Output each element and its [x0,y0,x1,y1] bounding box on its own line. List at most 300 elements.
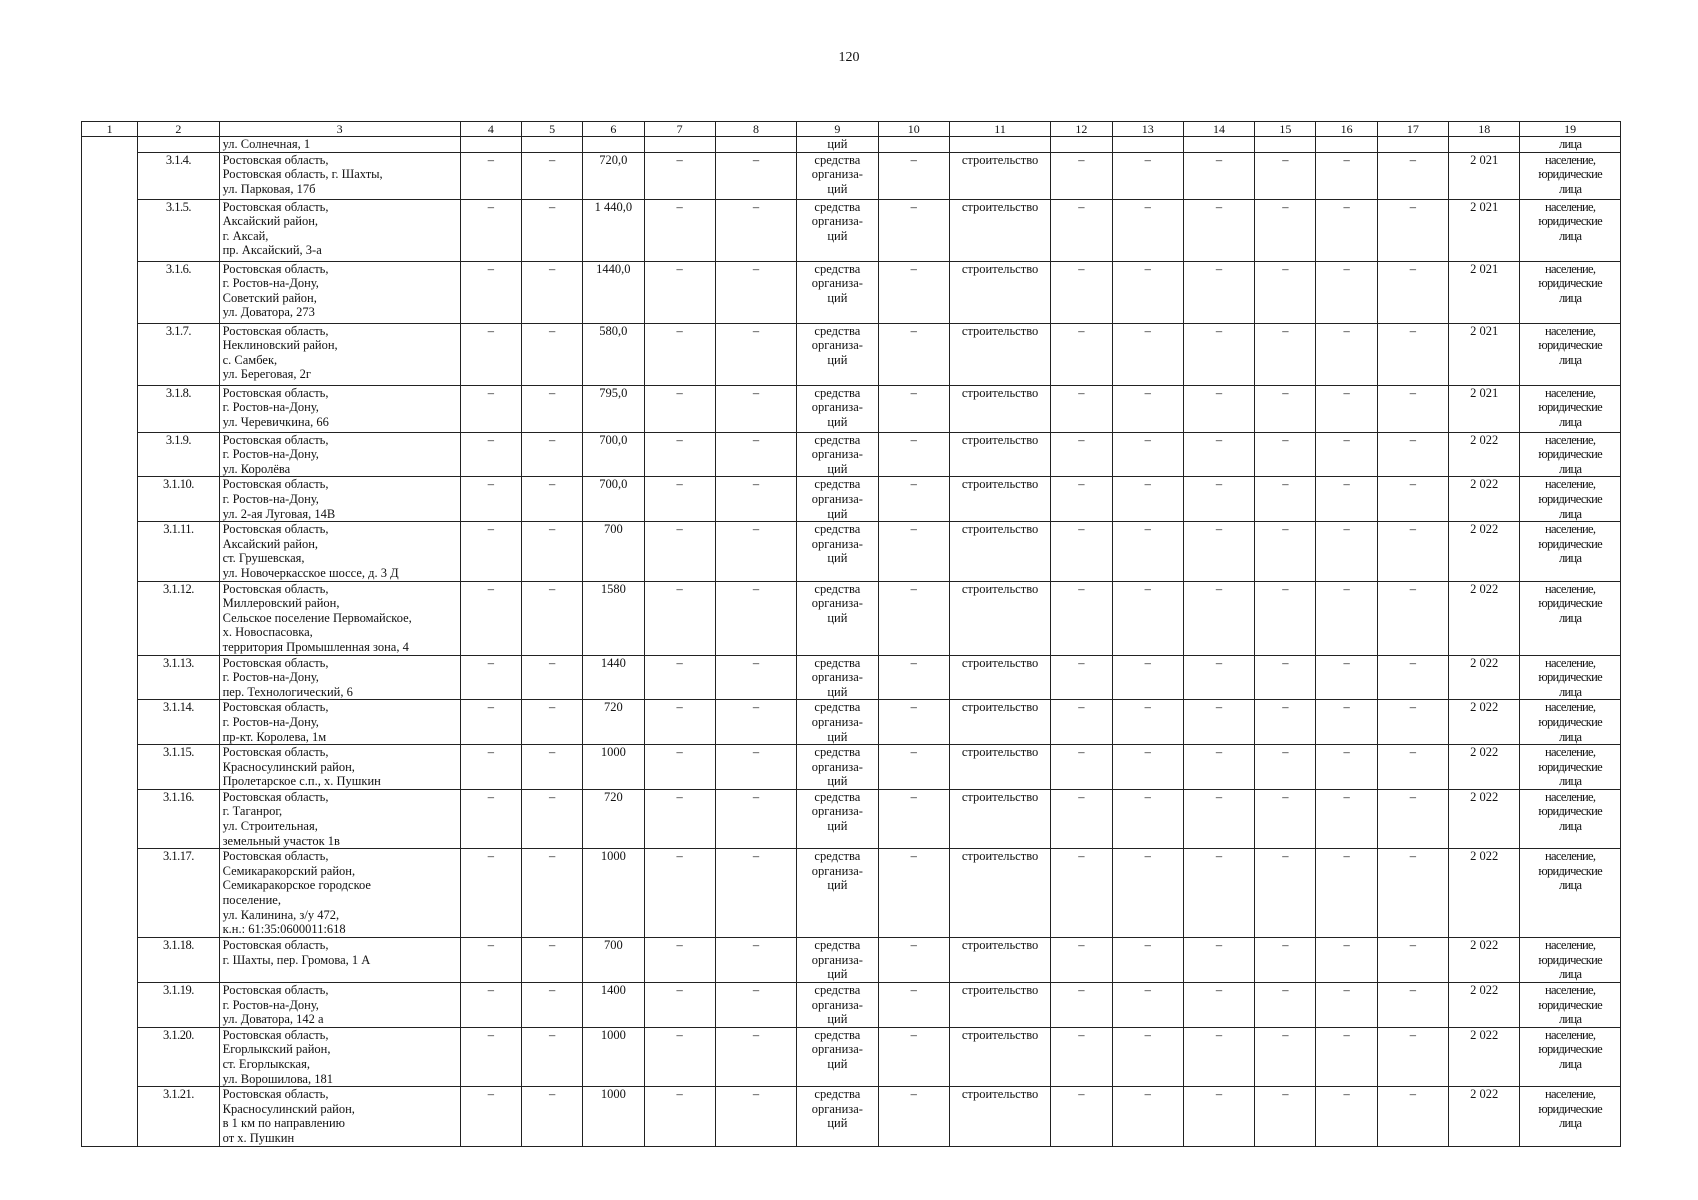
group-cell [82,137,138,153]
funding-cell: средства организа- ций [797,385,878,432]
col4-cell: – [460,1027,521,1086]
activity-cell: строительство [949,522,1050,581]
row-number-cell: 3.1.5. [138,199,219,261]
col16-cell: – [1316,1027,1377,1086]
col5-cell: – [521,849,582,938]
col8-cell: – [715,261,796,323]
col16-cell: – [1316,700,1377,745]
col13-cell: – [1112,385,1183,432]
beneficiaries-cell: население, юридические лица [1520,1027,1621,1086]
year-cell: 2 022 [1449,432,1520,477]
beneficiaries-cell: население, юридические лица [1520,261,1621,323]
col13-cell: – [1112,477,1183,522]
col4-cell: – [460,432,521,477]
col10-cell: – [878,1087,949,1146]
col13-cell: – [1112,199,1183,261]
col14-cell: – [1183,983,1254,1028]
column-header-14: 14 [1183,122,1254,137]
activity-cell: строительство [949,323,1050,385]
column-header-17: 17 [1377,122,1448,137]
col10-cell: – [878,700,949,745]
group-cell [82,152,138,199]
col13-cell: – [1112,700,1183,745]
col15-cell: – [1255,700,1316,745]
capacity-cell: 700,0 [583,477,644,522]
col14-cell: – [1183,938,1254,983]
col16-cell: – [1316,432,1377,477]
col16-cell: – [1316,745,1377,790]
beneficiaries-cell: население, юридические лица [1520,477,1621,522]
col17-cell: – [1377,477,1448,522]
col15-cell: – [1255,477,1316,522]
address-cell: Ростовская область, г. Ростов-на-Дону, Советский район, ул. Доватора, 273 [219,261,460,323]
beneficiaries-cell: население, юридические лица [1520,432,1621,477]
col15-cell: – [1255,789,1316,848]
col13-cell: – [1112,581,1183,655]
col17-cell: – [1377,261,1448,323]
activity-cell: строительство [949,789,1050,848]
col5-cell: – [521,983,582,1028]
row-number-cell: 3.1.12. [138,581,219,655]
column-header-13: 13 [1112,122,1183,137]
capacity-cell: 700 [583,522,644,581]
column-header-7: 7 [644,122,715,137]
column-header-15: 15 [1255,122,1316,137]
group-cell [82,655,138,700]
column-header-8: 8 [715,122,796,137]
funding-cell: средства организа- ций [797,1087,878,1146]
funding-cell: средства организа- ций [797,261,878,323]
group-cell [82,581,138,655]
col13-cell: – [1112,849,1183,938]
col12-cell: – [1051,385,1112,432]
col5-cell: – [521,323,582,385]
year-cell: 2 022 [1449,522,1520,581]
beneficiaries-cell: население, юридические лица [1520,789,1621,848]
group-cell [82,385,138,432]
address-cell: Ростовская область, Миллеровский район, Сельское поселение Первомайское, х. Новоспасовка, территория Промышленная зона, 4 [219,581,460,655]
col8-cell: – [715,522,796,581]
col10-cell: – [878,261,949,323]
table-row [82,323,1621,385]
col8-cell: – [715,655,796,700]
table-row [82,1027,1621,1086]
address-cell: Ростовская область, Аксайский район, ст. Грушевская, ул. Новочеркасское шоссе, д. 3 Д [219,522,460,581]
col4-cell: – [460,477,521,522]
group-cell [82,1087,138,1146]
group-cell [82,432,138,477]
row-number-cell: 3.1.17. [138,849,219,938]
activity-cell: строительство [949,983,1050,1028]
col8-cell: – [715,432,796,477]
column-header-9: 9 [797,122,878,137]
col16-cell: – [1316,261,1377,323]
col7-cell: – [644,152,715,199]
col12-cell: – [1051,199,1112,261]
col4-cell: – [460,1087,521,1146]
col15-cell: – [1255,152,1316,199]
col14-cell: – [1183,1087,1254,1146]
row-number-cell: 3.1.8. [138,385,219,432]
col7-cell: – [644,700,715,745]
column-header-12: 12 [1051,122,1112,137]
col5-cell: – [521,477,582,522]
col17-cell: – [1377,199,1448,261]
beneficiaries-cell: население, юридические лица [1520,199,1621,261]
col7-cell: – [644,522,715,581]
col8-cell: – [715,199,796,261]
funding-cell: средства организа- ций [797,849,878,938]
column-header-1: 1 [82,122,138,137]
group-cell [82,261,138,323]
col4-cell: – [460,938,521,983]
col7-cell: – [644,261,715,323]
col12-cell: – [1051,522,1112,581]
address-cell: Ростовская область, Красносулинский район, в 1 км по направлению от х. Пушкин [219,1087,460,1146]
col7-cell: – [644,323,715,385]
table-row [82,152,1621,199]
address-cell: Ростовская область, г. Ростов-на-Дону, пер. Технологический, 6 [219,655,460,700]
col17-cell: – [1377,385,1448,432]
col7-cell: – [644,477,715,522]
col12-cell: – [1051,152,1112,199]
address-cell: Ростовская область, Неклиновский район, с. Самбек, ул. Береговая, 2г [219,323,460,385]
year-cell: 2 021 [1449,261,1520,323]
col10-cell: – [878,522,949,581]
col15-cell: – [1255,745,1316,790]
col4-cell: – [460,655,521,700]
funding-cell: средства организа- ций [797,655,878,700]
beneficiaries-cell: население, юридические лица [1520,849,1621,938]
col8-cell: – [715,938,796,983]
funding-cell: средства организа- ций [797,477,878,522]
col4-cell: – [460,849,521,938]
year-cell: 2 021 [1449,199,1520,261]
beneficiaries-cell: население, юридические лица [1520,983,1621,1028]
activity-cell: строительство [949,655,1050,700]
col10-cell: – [878,938,949,983]
year-cell: 2 022 [1449,1027,1520,1086]
col17-cell: – [1377,700,1448,745]
table-row [82,581,1621,655]
col16-cell: – [1316,152,1377,199]
capacity-cell: 720 [583,789,644,848]
funding-cell: средства организа- ций [797,432,878,477]
year-cell: 2 022 [1449,581,1520,655]
capacity-cell: 1000 [583,1027,644,1086]
funding-cell: средства организа- ций [797,745,878,790]
beneficiaries-cell: население, юридические лица [1520,385,1621,432]
col10-cell: – [878,655,949,700]
capacity-cell: 700 [583,938,644,983]
column-header-19: 19 [1520,122,1621,137]
address-cell: Ростовская область, Ростовская область, г. Шахты, ул. Парковая, 17б [219,152,460,199]
funding-cell: средства организа- ций [797,700,878,745]
funding-cell: средства организа- ций [797,152,878,199]
col12-cell: – [1051,700,1112,745]
col8-cell: – [715,1087,796,1146]
column-number-row [82,122,1621,137]
year-cell: 2 022 [1449,938,1520,983]
col5-cell: – [521,199,582,261]
col14-cell: – [1183,700,1254,745]
col4-cell: – [460,745,521,790]
table-row [82,385,1621,432]
col12-cell: – [1051,323,1112,385]
col17-cell: – [1377,983,1448,1028]
funding-cell: средства организа- ций [797,789,878,848]
col14-cell: – [1183,522,1254,581]
col7-cell: – [644,1027,715,1086]
col14-cell: – [1183,581,1254,655]
beneficiaries-cell: население, юридические лица [1520,152,1621,199]
col10-cell: – [878,745,949,790]
capacity-cell: 700,0 [583,432,644,477]
col13-cell: – [1112,983,1183,1028]
col17-cell: – [1377,745,1448,790]
col16-cell: – [1316,789,1377,848]
col4-cell: – [460,323,521,385]
address-cell: Ростовская область, Егорлыкский район, ст. Егорлыкская, ул. Ворошилова, 181 [219,1027,460,1086]
col13-cell: – [1112,261,1183,323]
col8-cell: – [715,477,796,522]
col12-cell: – [1051,745,1112,790]
col5-cell: – [521,385,582,432]
column-header-5: 5 [521,122,582,137]
funding-cell: средства организа- ций [797,1027,878,1086]
row-number-cell: 3.1.21. [138,1087,219,1146]
col10-cell: – [878,1027,949,1086]
funding-cell: средства организа- ций [797,323,878,385]
col7-cell: – [644,655,715,700]
row-number-cell: 3.1.16. [138,789,219,848]
col5-cell: – [521,581,582,655]
row-number-cell [138,137,219,153]
col16-cell: – [1316,983,1377,1028]
row-number-cell: 3.1.18. [138,938,219,983]
table-row [82,261,1621,323]
col17-cell: – [1377,581,1448,655]
col8-cell: – [715,152,796,199]
table-row [82,1087,1621,1146]
beneficiaries-cell: население, юридические лица [1520,581,1621,655]
column-header-18: 18 [1449,122,1520,137]
col12-cell: – [1051,1027,1112,1086]
col15-cell: – [1255,983,1316,1028]
col16-cell: – [1316,199,1377,261]
col16-cell: – [1316,655,1377,700]
year-cell: 2 021 [1449,323,1520,385]
col4-cell: – [460,385,521,432]
activity-cell: строительство [949,581,1050,655]
group-cell [82,789,138,848]
year-cell: 2 022 [1449,477,1520,522]
col12-cell: – [1051,581,1112,655]
year-cell: 2 021 [1449,152,1520,199]
col5-cell: – [521,1087,582,1146]
col14-cell: – [1183,261,1254,323]
col13-cell: – [1112,323,1183,385]
year-cell: 2 022 [1449,849,1520,938]
col7-cell: – [644,938,715,983]
beneficiaries-cell: лица [1520,137,1621,153]
row-number-cell: 3.1.15. [138,745,219,790]
col15-cell: – [1255,261,1316,323]
col17-cell: – [1377,849,1448,938]
beneficiaries-cell: население, юридические лица [1520,655,1621,700]
col8-cell: – [715,385,796,432]
col15-cell: – [1255,323,1316,385]
col16-cell: – [1316,385,1377,432]
col4-cell: – [460,581,521,655]
col4-cell: – [460,700,521,745]
col7-cell: – [644,983,715,1028]
col14-cell: – [1183,789,1254,848]
row-number-cell: 3.1.19. [138,983,219,1028]
col16-cell: – [1316,849,1377,938]
col5-cell: – [521,789,582,848]
col8-cell: – [715,745,796,790]
col4-cell: – [460,789,521,848]
col13-cell: – [1112,1027,1183,1086]
column-header-16: 16 [1316,122,1377,137]
col16-cell: – [1316,1087,1377,1146]
capacity-cell: 1580 [583,581,644,655]
capacity-cell: 1000 [583,745,644,790]
col4-cell: – [460,261,521,323]
col12-cell: – [1051,1087,1112,1146]
col8-cell: – [715,1027,796,1086]
col12-cell: – [1051,432,1112,477]
table-row [82,432,1621,477]
col14-cell: – [1183,385,1254,432]
col13-cell: – [1112,745,1183,790]
col15-cell: – [1255,581,1316,655]
address-cell: ул. Солнечная, 1 [219,137,460,153]
col12-cell: – [1051,477,1112,522]
beneficiaries-cell: население, юридические лица [1520,522,1621,581]
address-cell: Ростовская область, г. Ростов-на-Дону, ул. Черевичкина, 66 [219,385,460,432]
col17-cell: – [1377,1087,1448,1146]
activity-cell: строительство [949,700,1050,745]
table-body [82,137,1621,1147]
col12-cell: – [1051,789,1112,848]
col10-cell: – [878,152,949,199]
col14-cell: – [1183,849,1254,938]
row-number-cell: 3.1.11. [138,522,219,581]
table-row [82,745,1621,790]
table-row [82,700,1621,745]
capacity-cell: 795,0 [583,385,644,432]
col12-cell: – [1051,938,1112,983]
col17-cell: – [1377,432,1448,477]
funding-cell: средства организа- ций [797,199,878,261]
table-row [82,938,1621,983]
col15-cell: – [1255,938,1316,983]
year-cell: 2 022 [1449,655,1520,700]
col16-cell: – [1316,938,1377,983]
capacity-cell: 1400 [583,983,644,1028]
column-header-10: 10 [878,122,949,137]
column-header-3: 3 [219,122,460,137]
group-cell [82,477,138,522]
col17-cell: – [1377,655,1448,700]
activity-cell: строительство [949,1087,1050,1146]
funding-cell: средства организа- ций [797,983,878,1028]
col10-cell: – [878,385,949,432]
col13-cell: – [1112,522,1183,581]
col5-cell: – [521,432,582,477]
col10-cell: – [878,581,949,655]
column-header-4: 4 [460,122,521,137]
beneficiaries-cell: население, юридические лица [1520,323,1621,385]
address-cell: Ростовская область, г. Шахты, пер. Громова, 1 А [219,938,460,983]
col13-cell: – [1112,655,1183,700]
capacity-cell: 1440 [583,655,644,700]
group-cell [82,983,138,1028]
col14-cell: – [1183,199,1254,261]
col10-cell: – [878,849,949,938]
col7-cell: – [644,1087,715,1146]
activity-cell: строительство [949,432,1050,477]
col4-cell: – [460,983,521,1028]
col5-cell: – [521,700,582,745]
address-cell: Ростовская область, г. Ростов-на-Дону, ул. Королёва [219,432,460,477]
col15-cell: – [1255,1087,1316,1146]
col12-cell: – [1051,983,1112,1028]
table-row [82,199,1621,261]
col4-cell: – [460,152,521,199]
col10-cell: – [878,789,949,848]
capacity-cell: 720,0 [583,152,644,199]
group-cell [82,522,138,581]
col8-cell: – [715,323,796,385]
col15-cell: – [1255,849,1316,938]
year-cell: 2 022 [1449,1087,1520,1146]
funding-cell: средства организа- ций [797,522,878,581]
col5-cell: – [521,745,582,790]
col5-cell: – [521,152,582,199]
year-cell: 2 022 [1449,700,1520,745]
col10-cell: – [878,199,949,261]
col4-cell: – [460,199,521,261]
col10-cell: – [878,477,949,522]
col16-cell: – [1316,477,1377,522]
col7-cell: – [644,581,715,655]
row-number-cell: 3.1.13. [138,655,219,700]
col10-cell: – [878,323,949,385]
beneficiaries-cell: население, юридические лица [1520,745,1621,790]
col13-cell: – [1112,432,1183,477]
activity-cell: строительство [949,477,1050,522]
year-cell: 2 022 [1449,745,1520,790]
col5-cell: – [521,938,582,983]
beneficiaries-cell: население, юридические лица [1520,700,1621,745]
col14-cell: – [1183,745,1254,790]
col15-cell: – [1255,1027,1316,1086]
row-number-cell: 3.1.6. [138,261,219,323]
continuation-row [82,137,1621,153]
row-number-cell: 3.1.14. [138,700,219,745]
col15-cell: – [1255,522,1316,581]
col12-cell: – [1051,655,1112,700]
capacity-cell: 1440,0 [583,261,644,323]
address-cell: Ростовская область, Семикаракорский район, Семикаракорское городское поселение, ул. Калинина, з/у 472, к.н.: 61:35:0600011:618 [219,849,460,938]
row-number-cell: 3.1.9. [138,432,219,477]
col12-cell: – [1051,849,1112,938]
col17-cell: – [1377,938,1448,983]
col14-cell: – [1183,1027,1254,1086]
